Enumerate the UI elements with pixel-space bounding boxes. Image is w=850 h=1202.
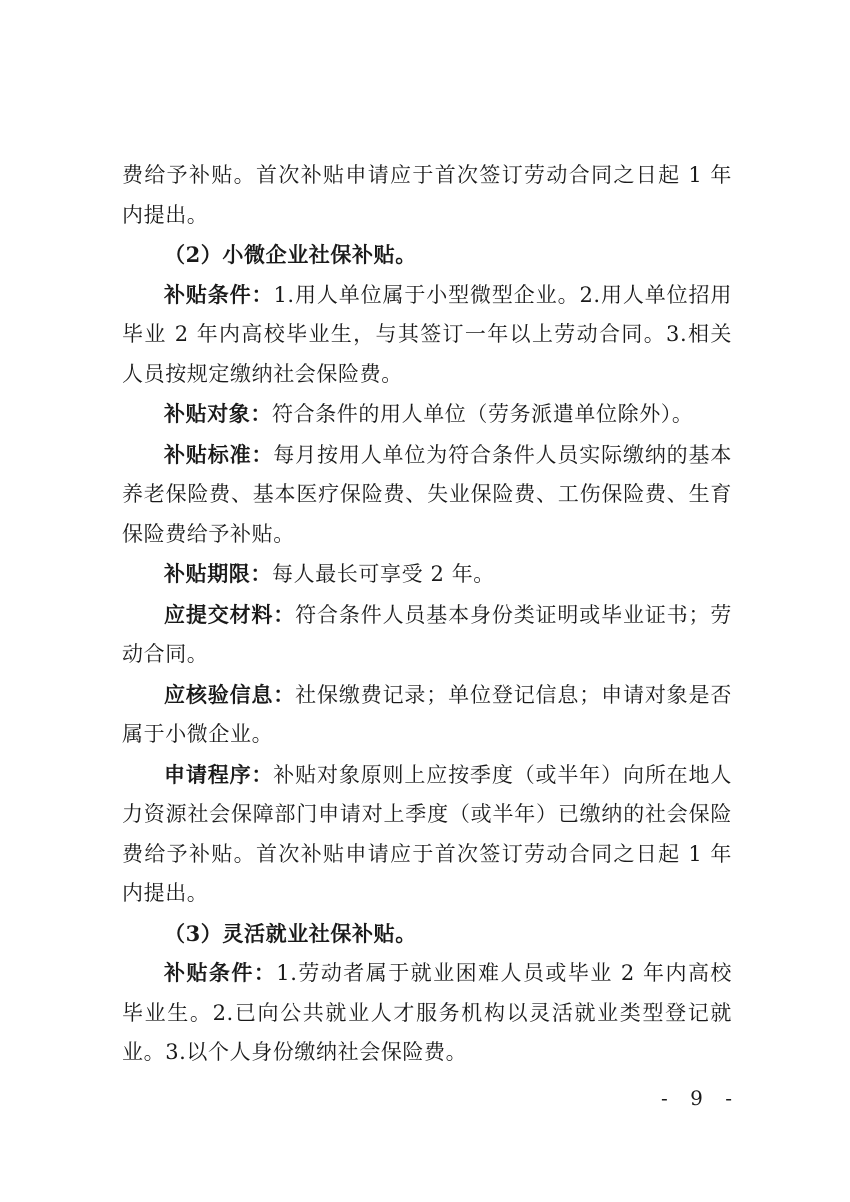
paragraph-subsidy-period [122, 554, 732, 595]
section-heading-flexible-employment [122, 914, 732, 954]
paragraph-subsidy-conditions-flexible [122, 953, 732, 1073]
paragraph-text: 费给予补贴。首次补贴申请应于首次签订劳动合同之日起 1 年内提出。 [122, 163, 732, 227]
paragraph-verification-info [122, 675, 732, 755]
paragraph-subsidy-target [122, 394, 732, 435]
paragraph-label: 应核验信息： [164, 681, 296, 707]
paragraph-label: 应提交材料： [164, 601, 296, 627]
paragraph-text: 1.劳动者属于就业困难人员或毕业 2 年内高校毕业生。2.已向公共就业人才服务机构以灵活就业类型登记就业。3.以个人身份缴纳社会保险费。 [122, 961, 733, 1064]
paragraph-text: 补贴对象原则上应按季度（或半年）向所在地人力资源社会保障部门申请对上季度（或半年）已缴纳的社会保险费给予补贴。首次补贴申请应于首次签订劳动合同之日起 1 年内提出。 [122, 762, 732, 905]
paragraph-subsidy-standard [122, 435, 732, 555]
paragraph-text: 符合条件人员基本身份类证明或毕业证书；劳动合同。 [122, 602, 732, 666]
paragraph-text: 社保缴费记录；单位登记信息；申请对象是否属于小微企业。 [122, 682, 732, 746]
document-body [122, 156, 732, 1073]
paragraph-label: 补贴期限： [164, 561, 272, 586]
paragraph-label: 补贴对象： [164, 401, 272, 426]
heading-text: （3）灵活就业社保补贴。 [164, 920, 417, 946]
paragraph-label: 补贴标准： [164, 441, 274, 467]
paragraph-label: 补贴条件： [164, 960, 277, 985]
paragraph-text: 符合条件的用人单位（劳务派遣单位除外）。 [272, 402, 694, 426]
paragraph-text: 1.用人单位属于小型微型企业。2.用人单位招用毕业 2 年内高校毕业生，与其签订一年以上劳动合同。3.相关人员按规定缴纳社会保险费。 [122, 282, 733, 386]
section-heading-small-micro-enterprise [122, 235, 732, 275]
heading-text: （2）小微企业社保补贴。 [164, 242, 417, 267]
paragraph-required-materials [122, 595, 732, 675]
paragraph-label: 补贴条件： [164, 281, 274, 307]
paragraph-text: 每人最长可享受 2 年。 [272, 562, 495, 586]
paragraph-application-procedure [122, 755, 732, 914]
paragraph-subsidy-conditions [122, 275, 732, 395]
paragraph-continuation [122, 156, 732, 235]
page-number: - 9 - [661, 1086, 740, 1110]
paragraph-label: 申请程序： [164, 761, 274, 787]
paragraph-text: 每月按用人单位为符合条件人员实际缴纳的基本养老保险费、基本医疗保险费、失业保险费、工伤保险费、生育保险费给予补贴。 [122, 442, 732, 546]
